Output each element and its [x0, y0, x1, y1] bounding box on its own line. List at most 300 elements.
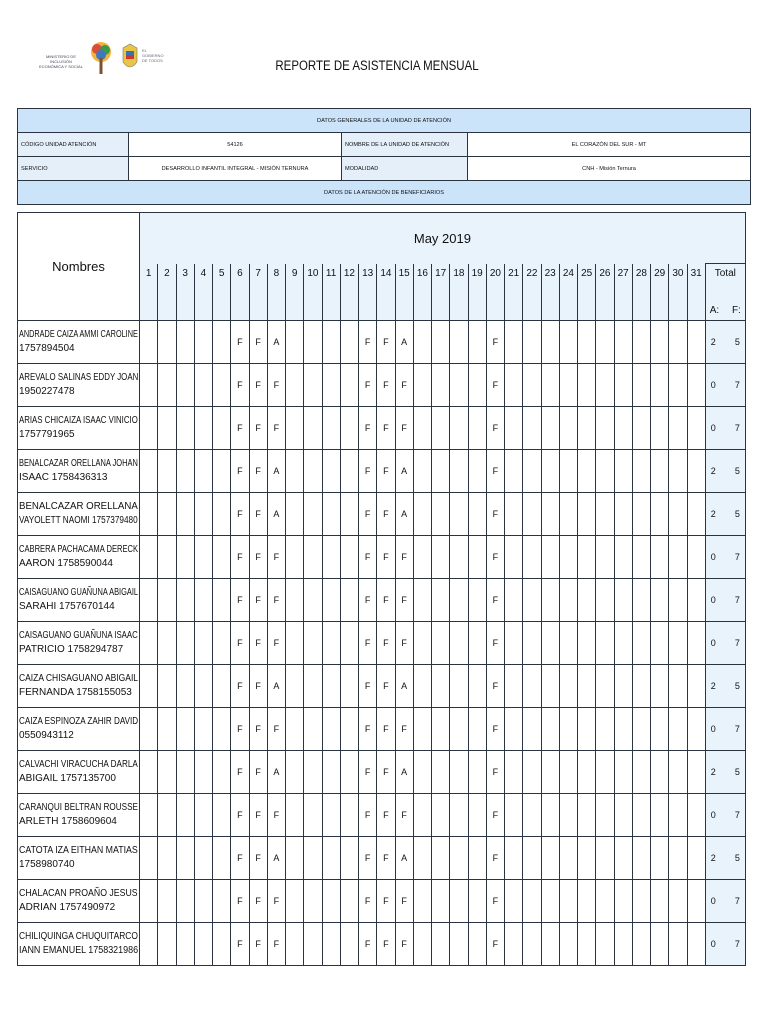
attendance-cell — [651, 578, 669, 621]
attendance-cell — [413, 621, 431, 664]
day-header-2: 2 — [158, 264, 176, 321]
total-f: 7 — [734, 895, 740, 906]
attendance-cell — [596, 664, 614, 707]
attendance-cell — [596, 406, 614, 449]
attendance-cell — [687, 836, 705, 879]
attendance-cell — [559, 320, 577, 363]
attendance-cell: F — [486, 750, 504, 793]
attendance-cell — [669, 535, 687, 578]
attendance-cell — [213, 578, 231, 621]
attendance-cell: F — [377, 363, 395, 406]
student-name-line1: CHALACAN PROAÑO JESUS — [19, 887, 138, 899]
attendance-cell: F — [486, 621, 504, 664]
attendance-cell — [140, 707, 158, 750]
attendance-cell — [505, 922, 523, 965]
total-cell — [705, 836, 745, 879]
attendance-cell — [559, 793, 577, 836]
nombre-unidad-label: NOMBRE DE LA UNIDAD DE ATENCIÓN — [342, 133, 468, 157]
attendance-cell: F — [249, 492, 267, 535]
attendance-cell — [176, 750, 194, 793]
attendance-cell — [632, 406, 650, 449]
attendance-cell — [340, 320, 358, 363]
attendance-cell — [213, 621, 231, 664]
total-cell — [705, 363, 745, 406]
attendance-cell: F — [359, 449, 377, 492]
attendance-cell: A — [267, 750, 285, 793]
attendance-cell — [559, 664, 577, 707]
attendance-cell: F — [249, 879, 267, 922]
attendance-cell: F — [486, 664, 504, 707]
attendance-cell — [651, 320, 669, 363]
attendance-cell — [687, 320, 705, 363]
total-f: 7 — [734, 551, 740, 562]
attendance-cell — [468, 320, 486, 363]
attendance-cell — [651, 664, 669, 707]
attendance-cell — [596, 707, 614, 750]
attendance-cell — [450, 707, 468, 750]
day-header-13: 13 — [359, 264, 377, 321]
attendance-cell — [304, 449, 322, 492]
attendance-cell: F — [249, 320, 267, 363]
attendance-cell — [468, 449, 486, 492]
attendance-cell: A — [395, 492, 413, 535]
attendance-cell — [322, 578, 340, 621]
attendance-cell — [140, 836, 158, 879]
attendance-cell — [340, 922, 358, 965]
attendance-cell — [158, 750, 176, 793]
attendance-cell — [286, 793, 304, 836]
attendance-cell — [614, 707, 632, 750]
attendance-cell — [194, 535, 212, 578]
attendance-cell — [578, 750, 596, 793]
attendance-cell — [468, 406, 486, 449]
day-header-28: 28 — [632, 264, 650, 321]
attendance-cell — [194, 707, 212, 750]
attendance-cell — [432, 535, 450, 578]
attendance-cell — [578, 793, 596, 836]
attendance-cell — [140, 363, 158, 406]
student-name-line1: ANDRADE CAIZA AMMI CAROLINE — [19, 328, 138, 340]
attendance-cell — [468, 922, 486, 965]
attendance-cell — [541, 836, 559, 879]
day-header-6: 6 — [231, 264, 249, 321]
attendance-cell — [286, 750, 304, 793]
attendance-cell — [559, 750, 577, 793]
table-row — [18, 320, 746, 363]
attendance-cell — [158, 320, 176, 363]
attendance-cell — [213, 664, 231, 707]
attendance-cell — [413, 922, 431, 965]
student-name-line1: CHILIQUINGA CHUQUITARCO — [19, 930, 138, 942]
day-header-26: 26 — [596, 264, 614, 321]
attendance-cell: F — [231, 793, 249, 836]
attendance-cell — [304, 922, 322, 965]
attendance-cell — [140, 492, 158, 535]
attendance-cell — [578, 449, 596, 492]
attendance-cell — [559, 492, 577, 535]
attendance-cell — [578, 707, 596, 750]
attendance-cell — [614, 578, 632, 621]
attendance-cell: F — [486, 320, 504, 363]
table-row — [18, 406, 746, 449]
attendance-cell: F — [486, 836, 504, 879]
attendance-cell — [158, 535, 176, 578]
total-a: 0 — [710, 938, 716, 949]
attendance-cell — [559, 621, 577, 664]
attendance-cell — [596, 922, 614, 965]
attendance-cell — [651, 492, 669, 535]
attendance-cell: F — [486, 879, 504, 922]
attendance-cell — [541, 449, 559, 492]
attendance-cell: F — [377, 406, 395, 449]
attendance-cell — [140, 406, 158, 449]
attendance-cell: F — [267, 879, 285, 922]
attendance-cell: F — [395, 578, 413, 621]
student-name-line2: ADRIAN 1757490972 — [19, 901, 116, 913]
total-cell — [705, 406, 745, 449]
attendance-cell — [322, 449, 340, 492]
attendance-cell — [158, 664, 176, 707]
attendance-cell — [578, 879, 596, 922]
attendance-cell: F — [231, 922, 249, 965]
codigo-value: 54126 — [129, 133, 342, 157]
student-name-line2: 1757894504 — [19, 342, 75, 354]
attendance-cell: F — [359, 836, 377, 879]
attendance-cell — [194, 320, 212, 363]
attendance-cell: A — [267, 449, 285, 492]
day-header-8: 8 — [267, 264, 285, 321]
attendance-cell — [669, 363, 687, 406]
attendance-cell — [578, 922, 596, 965]
attendance-cell: F — [267, 578, 285, 621]
attendance-cell — [651, 621, 669, 664]
attendance-cell — [559, 879, 577, 922]
total-f: 5 — [734, 852, 740, 863]
attendance-cell — [140, 535, 158, 578]
attendance-cell — [304, 750, 322, 793]
attendance-cell — [523, 664, 541, 707]
attendance-cell — [596, 320, 614, 363]
attendance-cell — [614, 879, 632, 922]
student-name-line1: CAIZA ESPINOZA ZAHIR DAVID — [19, 715, 139, 727]
attendance-cell — [687, 492, 705, 535]
attendance-cell — [505, 621, 523, 664]
attendance-cell — [194, 578, 212, 621]
attendance-cell: F — [267, 793, 285, 836]
attendance-cell — [450, 449, 468, 492]
attendance-cell — [632, 836, 650, 879]
day-header-30: 30 — [669, 264, 687, 321]
attendance-cell — [140, 621, 158, 664]
attendance-cell: F — [231, 320, 249, 363]
attendance-cell — [559, 707, 577, 750]
attendance-cell — [158, 793, 176, 836]
attendance-cell — [450, 922, 468, 965]
attendance-cell — [669, 449, 687, 492]
student-name-line1: BENALCAZAR ORELLANA — [19, 500, 138, 512]
attendance-cell — [176, 449, 194, 492]
attendance-cell — [523, 535, 541, 578]
attendance-cell — [140, 449, 158, 492]
attendance-cell — [340, 406, 358, 449]
attendance-cell — [559, 535, 577, 578]
attendance-cell: F — [249, 578, 267, 621]
attendance-cell — [413, 406, 431, 449]
student-name-line2: 0550943112 — [19, 729, 74, 741]
nombre-unidad-value: EL CORAZÓN DEL SUR - MT — [468, 133, 751, 157]
attendance-cell — [505, 750, 523, 793]
attendance-cell — [505, 836, 523, 879]
attendance-cell — [286, 836, 304, 879]
attendance-cell — [523, 793, 541, 836]
attendance-cell — [505, 664, 523, 707]
student-name — [18, 406, 140, 449]
attendance-cell — [505, 363, 523, 406]
attendance-cell — [158, 578, 176, 621]
attendance-cell: F — [395, 707, 413, 750]
student-name — [18, 836, 140, 879]
modalidad-value: CNH - Misión Ternura — [468, 157, 751, 181]
attendance-cell — [286, 320, 304, 363]
student-name — [18, 320, 140, 363]
total-a: 0 — [710, 809, 716, 820]
attendance-cell — [450, 621, 468, 664]
attendance-cell — [523, 879, 541, 922]
attendance-cell — [450, 793, 468, 836]
attendance-cell — [176, 836, 194, 879]
attendance-cell: F — [359, 621, 377, 664]
attendance-cell — [413, 320, 431, 363]
attendance-cell — [541, 363, 559, 406]
attendance-cell — [669, 793, 687, 836]
attendance-cell — [322, 621, 340, 664]
total-a: 2 — [710, 336, 716, 347]
attendance-cell — [340, 707, 358, 750]
attendance-cell — [322, 320, 340, 363]
attendance-cell — [614, 793, 632, 836]
attendance-cell — [194, 922, 212, 965]
student-name-line1: CARANQUI BELTRAN ROUSSE — [19, 801, 138, 813]
total-cell — [705, 664, 745, 707]
student-name-line2: VAYOLETT NAOMI 1757379480 — [19, 514, 138, 526]
attendance-cell — [176, 707, 194, 750]
attendance-cell — [632, 664, 650, 707]
attendance-cell — [194, 406, 212, 449]
attendance-cell: F — [249, 750, 267, 793]
attendance-cell — [541, 793, 559, 836]
total-f: 7 — [734, 379, 740, 390]
attendance-cell — [578, 363, 596, 406]
attendance-cell — [505, 707, 523, 750]
attendance-cell — [669, 707, 687, 750]
attendance-cell: A — [267, 664, 285, 707]
attendance-cell — [322, 492, 340, 535]
attendance-cell — [194, 492, 212, 535]
total-label: Total — [714, 268, 736, 279]
attendance-cell — [596, 793, 614, 836]
attendance-cell — [651, 793, 669, 836]
attendance-cell — [669, 406, 687, 449]
attendance-cell — [213, 922, 231, 965]
day-header-25: 25 — [578, 264, 596, 321]
attendance-cell — [541, 320, 559, 363]
attendance-cell — [687, 406, 705, 449]
attendance-cell: A — [395, 320, 413, 363]
table-row — [18, 707, 746, 750]
attendance-cell: F — [377, 578, 395, 621]
attendance-cell — [158, 707, 176, 750]
attendance-cell — [413, 879, 431, 922]
day-header-10: 10 — [304, 264, 322, 321]
student-name — [18, 578, 140, 621]
modalidad-label: MODALIDAD — [342, 157, 468, 181]
student-name — [18, 793, 140, 836]
attendance-cell: F — [395, 535, 413, 578]
attendance-cell: F — [249, 406, 267, 449]
day-header-21: 21 — [505, 264, 523, 321]
student-name-line1: CABRERA PACHACAMA DERECK — [19, 543, 139, 555]
attendance-cell: A — [395, 664, 413, 707]
attendance-cell — [450, 492, 468, 535]
attendance-cell: F — [486, 535, 504, 578]
nombres-header: Nombres — [18, 213, 140, 321]
page-title: REPORTE DE ASISTENCIA MENSUAL — [275, 58, 479, 73]
table-row — [18, 836, 746, 879]
attendance-cell: F — [231, 578, 249, 621]
total-a: 2 — [710, 852, 716, 863]
attendance-cell: F — [267, 922, 285, 965]
attendance-cell — [304, 621, 322, 664]
student-name-line1: AREVALO SALINAS EDDY JOAN — [19, 371, 139, 383]
attendance-cell: F — [359, 922, 377, 965]
attendance-cell — [286, 406, 304, 449]
attendance-cell — [213, 492, 231, 535]
attendance-cell — [523, 621, 541, 664]
attendance-cell — [213, 836, 231, 879]
attendance-cell — [669, 836, 687, 879]
attendance-cell — [559, 836, 577, 879]
student-name-line2: 1950227478 — [19, 385, 75, 397]
attendance-cell — [432, 750, 450, 793]
attendance-cell — [559, 449, 577, 492]
attendance-cell — [578, 535, 596, 578]
attendance-cell — [194, 621, 212, 664]
student-name — [18, 492, 140, 535]
attendance-cell — [614, 492, 632, 535]
attendance-cell — [176, 363, 194, 406]
attendance-cell — [632, 535, 650, 578]
attendance-cell — [158, 492, 176, 535]
attendance-cell — [468, 836, 486, 879]
day-header-4: 4 — [194, 264, 212, 321]
total-a: 0 — [710, 379, 716, 390]
attendance-cell: F — [359, 406, 377, 449]
attendance-cell — [432, 621, 450, 664]
attendance-cell — [559, 406, 577, 449]
attendance-cell — [669, 578, 687, 621]
attendance-cell — [413, 707, 431, 750]
attendance-cell — [614, 449, 632, 492]
attendance-cell: F — [359, 535, 377, 578]
attendance-cell: F — [249, 793, 267, 836]
attendance-cell — [213, 879, 231, 922]
attendance-cell — [194, 664, 212, 707]
attendance-cell — [505, 449, 523, 492]
attendance-cell — [286, 879, 304, 922]
student-name — [18, 707, 140, 750]
attendance-cell — [541, 750, 559, 793]
attendance-cell — [176, 320, 194, 363]
attendance-cell — [614, 363, 632, 406]
attendance-cell: F — [377, 879, 395, 922]
attendance-cell — [286, 578, 304, 621]
attendance-cell — [450, 320, 468, 363]
attendance-cell — [304, 879, 322, 922]
attendance-cell — [322, 793, 340, 836]
attendance-cell — [213, 793, 231, 836]
attendance-cell: F — [231, 363, 249, 406]
attendance-cell — [614, 836, 632, 879]
attendance-cell — [413, 363, 431, 406]
attendance-cell: F — [231, 535, 249, 578]
day-header-14: 14 — [377, 264, 395, 321]
attendance-cell — [158, 449, 176, 492]
attendance-cell: F — [359, 793, 377, 836]
attendance-cell — [651, 922, 669, 965]
attendance-cell — [140, 320, 158, 363]
attendance-cell: F — [249, 922, 267, 965]
attendance-cell — [541, 922, 559, 965]
attendance-cell — [468, 879, 486, 922]
student-name-line2: ISAAC 1758436313 — [19, 471, 108, 483]
day-header-16: 16 — [413, 264, 431, 321]
attendance-cell — [687, 363, 705, 406]
attendance-cell — [340, 879, 358, 922]
attendance-cell — [432, 578, 450, 621]
student-name — [18, 879, 140, 922]
attendance-cell — [304, 664, 322, 707]
attendance-cell — [450, 535, 468, 578]
attendance-cell: F — [377, 664, 395, 707]
day-header-9: 9 — [286, 264, 304, 321]
attendance-cell — [158, 879, 176, 922]
attendance-cell — [340, 621, 358, 664]
attendance-cell — [304, 793, 322, 836]
attendance-cell: A — [395, 750, 413, 793]
attendance-cell — [340, 492, 358, 535]
attendance-cell — [578, 621, 596, 664]
table-row — [18, 793, 746, 836]
attendance-cell — [541, 707, 559, 750]
attendance-cell: A — [267, 836, 285, 879]
table-row — [18, 879, 746, 922]
student-name — [18, 363, 140, 406]
attendance-cell: F — [249, 707, 267, 750]
attendance-cell: F — [231, 492, 249, 535]
attendance-cell — [596, 879, 614, 922]
attendance-cell — [158, 922, 176, 965]
attendance-cell — [541, 879, 559, 922]
attendance-cell: F — [249, 664, 267, 707]
ministry-logo-text: MINISTERIO DE INCLUSIÓN ECONÓMICA Y SOCIAL — [39, 54, 83, 69]
total-f: 7 — [734, 723, 740, 734]
attendance-cell — [213, 406, 231, 449]
attendance-cell: F — [249, 836, 267, 879]
total-a: 0 — [710, 723, 716, 734]
attendance-cell — [413, 578, 431, 621]
attendance-cell — [468, 750, 486, 793]
attendance-cell — [413, 836, 431, 879]
